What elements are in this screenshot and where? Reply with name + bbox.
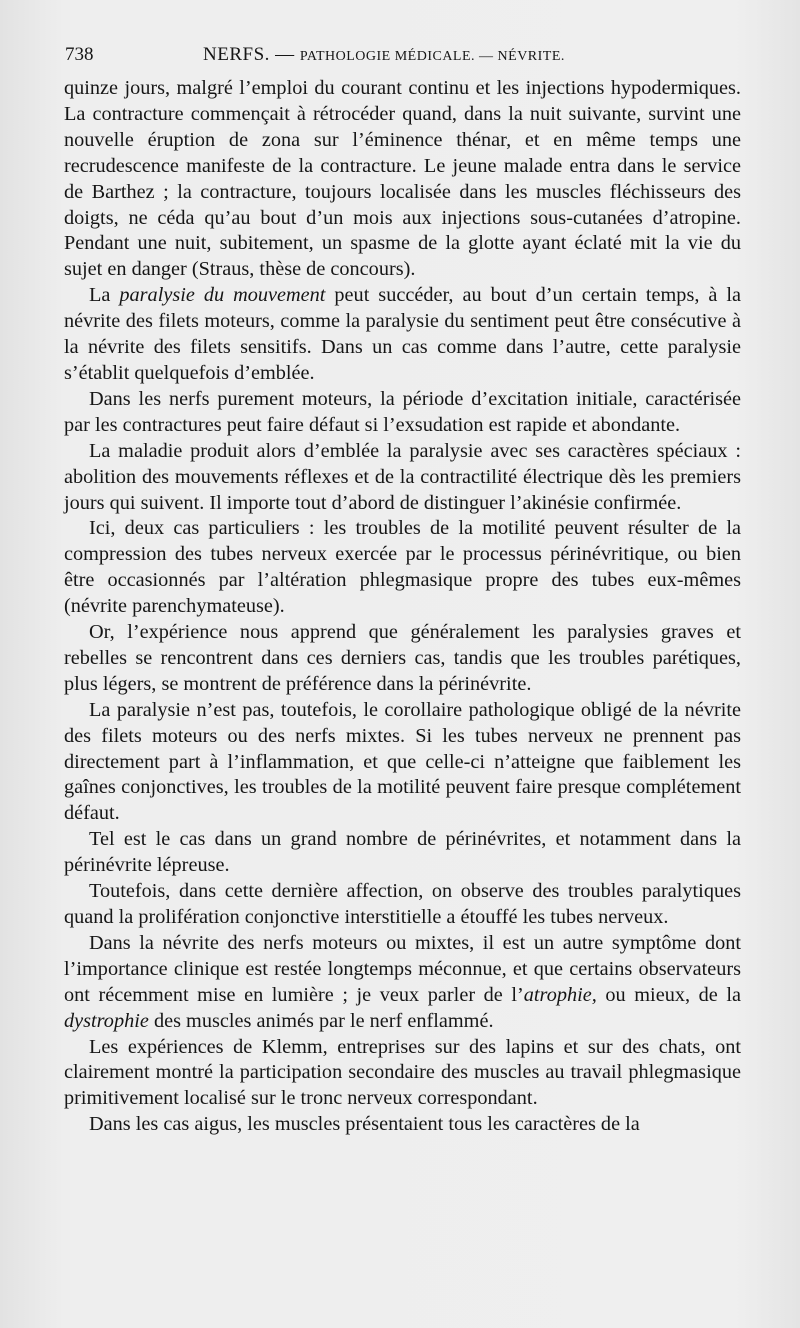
paragraph: Tel est le cas dans un grand nombre de périnévrites, et notamment dans la périnévrite lépreuse. bbox=[64, 828, 741, 877]
paragraph: La paralysie n’est pas, toutefois, le corollaire pathologique obligé de la névrite des filets moteurs ou des nerfs mixtes. Si les tubes nerveux ne prennent pas directement part à l’inflammation, et que celle-ci n’atteigne que faiblement les gaînes conjonctives, les troubles de la motilité peuvent faire presque complétement défaut. bbox=[64, 698, 741, 825]
paragraph bbox=[64, 931, 741, 1035]
running-title bbox=[203, 44, 565, 66]
paragraph: quinze jours, malgré l’emploi du courant continu et les injections hypodermiques. La contracture commençait à rétrocéder quand, dans la nuit suivante, survint une nouvelle éruption de zona sur l’éminence thénar, et en même temps une recrudescence manifeste de la contracture. Le jeune malade entra dans le service de Barthez ; la contracture, toujours localisée dans les muscles fléchisseurs des doigts, ne céda qu’au bout d’un mois aux injections sous-cutanées d’atropine. Pendant une nuit, subitement, un spasme de la glotte ayant éclaté mit la vie du sujet en danger (Straus, thèse de concours). bbox=[64, 77, 741, 281]
paragraph: Les expériences de Klemm, entreprises sur des lapins et sur des chats, ont clairement montré la participation secondaire des muscles au travail phlegmasique primitivement localisé sur le tronc nerveux correspondant. bbox=[64, 1035, 741, 1110]
paragraph: Or, l’expérience nous apprend que généralement les paralysies graves et rebelles se rencontrent dans ces derniers cas, tandis que les troubles parétiques, plus légers, se montrent de préférence dans la périnévrite. bbox=[64, 621, 741, 695]
paragraph-text: Dans la névrite des nerfs moteurs ou mixtes, il est un autre symptôme dont l’importance clinique est restée longtemps méconnue, et que certains observateurs ont récemment mise en lumière ; je veux parler de l’ bbox=[64, 931, 741, 1006]
paragraph-text: ou mieux, de la bbox=[596, 983, 742, 1006]
paragraph: Ici, deux cas particuliers : les troubles de la motilité peuvent résulter de la compression des tubes nerveux exercée par le processus périnévritique, ou bien être occasionnés par l’altération phlegmasique propre des tubes eux-mêmes (névrite parenchymateuse). bbox=[64, 517, 741, 618]
paragraph-emphasis: paralysie du mouvement bbox=[119, 284, 326, 307]
paragraph-emphasis: dystrophie bbox=[64, 1009, 149, 1032]
paragraph: La maladie produit alors d’emblée la paralysie avec ses caractères spéciaux : abolition des mouvements réflexes et de la contractilité électrique dès les premiers jours qui suivent. Il importe tout d’abord de distinguer l’akinésie confirmée. bbox=[64, 439, 741, 514]
running-title-main: NERFS. — bbox=[203, 44, 300, 65]
paragraph-text: La bbox=[89, 284, 120, 307]
running-head bbox=[65, 44, 740, 74]
running-title-sub: PATHOLOGIE MÉDICALE. — NÉVRITE. bbox=[299, 49, 565, 64]
paragraph-emphasis: atrophie, bbox=[523, 983, 597, 1006]
paragraph bbox=[64, 283, 741, 387]
page-number: 738 bbox=[65, 44, 94, 65]
paragraph-text: peut succéder, au bout d’un certain temps, à la névrite des filets moteurs, comme la paralysie du sentiment peut être consécutive à la névrite des filets sensitifs. Dans un cas comme dans l’autre, cette paralysie s’établit quelquefois d’emblée. bbox=[64, 284, 741, 384]
body-text bbox=[64, 76, 741, 1138]
paragraph-text: des muscles animés par le nerf enflammé. bbox=[148, 1009, 494, 1032]
paragraph: Dans les cas aigus, les muscles présentaient tous les caractères de la bbox=[89, 1113, 640, 1136]
paragraph: Dans les nerfs purement moteurs, la période d’excitation initiale, caractérisée par les contractures peut faire défaut si l’exsudation est rapide et abondante. bbox=[64, 387, 741, 436]
paragraph: Toutefois, dans cette dernière affection, on observe des troubles paralytiques quand la prolifération conjonctive interstitielle a étouffé les tubes nerveux. bbox=[64, 880, 741, 928]
